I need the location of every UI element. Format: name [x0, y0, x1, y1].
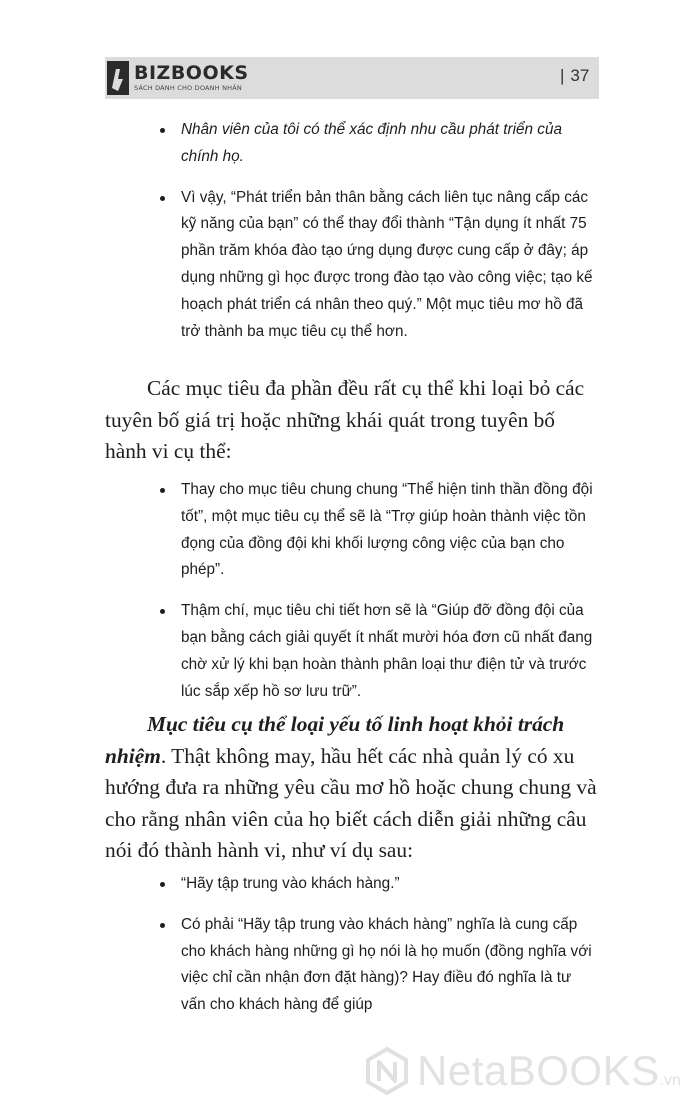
- body-paragraph-2: [105, 709, 600, 867]
- netabooks-hexagon-logo-icon: [365, 1047, 409, 1095]
- page-number: 37: [570, 66, 590, 85]
- bullet-list-2: [160, 477, 600, 719]
- watermark-brand: NetaBOOKS: [417, 1047, 660, 1094]
- page-number-block: [560, 66, 589, 86]
- paragraph-body: . Thật không may, hầu hết các nhà quản lý có xu hướng đưa ra những yêu cầu mơ hồ hoặc chung chung và cho rằng nhân viên của họ biết cách diễn giải những câu nói đó thành hành vi, như ví dụ sau:: [105, 743, 597, 862]
- watermark-text: [417, 1047, 681, 1095]
- bizbooks-logo: [107, 59, 249, 97]
- brand-tagline: SÁCH DÀNH CHO DOANH NHÂN: [134, 84, 242, 93]
- bizbooks-logo-icon: [107, 61, 129, 95]
- bullet-list-1: [160, 117, 600, 359]
- bullet-list-3: [160, 871, 600, 1033]
- list-item: Có phải “Hãy tập trung vào khách hàng” nghĩa là cung cấp cho khách hàng những gì họ nói là họ muốn (đồng nghĩa với việc chỉ cần nhận đơn đặt hàng)? Hay điều đó nghĩa là tư vấn cho khách hàng để giúp: [160, 912, 600, 1019]
- watermark: [365, 1047, 681, 1095]
- list-item: Thay cho mục tiêu chung chung “Thể hiện tinh thần đồng đội tốt”, một mục tiêu cụ thể sẽ là “Trợ giúp hoàn thành việc tồn đọng của đồng đội khi khối lượng công việc của bạn cho phép”.: [160, 477, 600, 584]
- page-number-separator: |: [560, 66, 565, 85]
- paragraph-lead-emphasis: Mục tiêu cụ thể loại yếu tố linh hoạt khỏi trách nhiệm: [105, 712, 565, 768]
- watermark-suffix: .vn: [659, 1072, 681, 1089]
- brand-name: BIZBOOKS: [134, 62, 249, 85]
- list-item: “Hãy tập trung vào khách hàng.”: [160, 871, 600, 898]
- body-paragraph-1: Các mục tiêu đa phần đều rất cụ thể khi loại bỏ các tuyên bố giá trị hoặc những khái quát trong tuyên bố hành vi cụ thể:: [105, 376, 585, 463]
- list-item: Thậm chí, mục tiêu chi tiết hơn sẽ là “Giúp đỡ đồng đội của bạn bằng cách giải quyết ít nhất mười hóa đơn cũ nhất đang chờ xử lý khi bạn hoàn thành phân loại thư điện tử và trước lúc sắp xếp hồ sơ lưu trữ”.: [160, 598, 600, 705]
- list-item: Nhân viên của tôi có thể xác định nhu cầu phát triển của chính họ.: [160, 117, 600, 171]
- list-item: Vì vậy, “Phát triển bản thân bằng cách liên tục nâng cấp các kỹ năng của bạn” có thể thay đổi thành “Tận dụng ít nhất 75 phần trăm khóa đào tạo ứng dụng được cung cấp ở đây; áp dụng những gì học được trong đào tạo vào công việc; tạo kế hoạch phát triển cá nhân theo quý.” Một mục tiêu mơ hồ đã trở thành ba mục tiêu cụ thể hơn.: [160, 185, 600, 346]
